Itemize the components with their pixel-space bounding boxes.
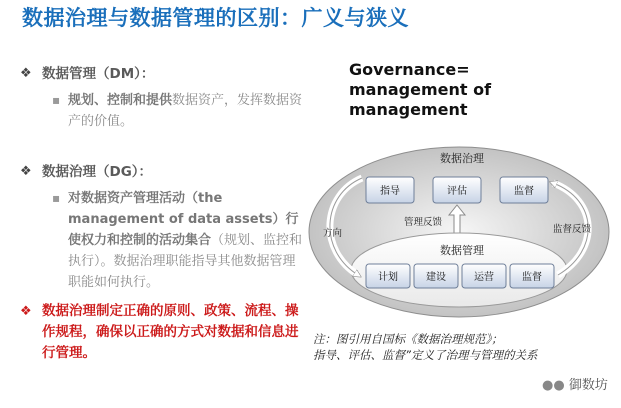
governance-heading-text: Governance= management of management — [349, 60, 492, 119]
watermark-text: 御数坊 — [568, 378, 608, 393]
wechat-icon: ●● — [542, 378, 565, 393]
note-line-2: 指导、评估、监督”定义了治理与管理的关系 — [313, 348, 538, 362]
bottom-box-plan-label: 计划 — [378, 272, 398, 283]
watermark — [542, 374, 608, 393]
bottom-box-build-label: 建设 — [426, 272, 446, 283]
top-box-guide-label: 指导 — [380, 186, 400, 197]
dm-description-rest: 数据资产，发挥数据资产的价值。 — [68, 93, 303, 129]
bottom-box-operate-label: 运营 — [474, 272, 494, 283]
right-arrow-label: 监督反馈 — [553, 224, 592, 235]
inner-label: 数据管理 — [440, 244, 484, 257]
diagram-note — [313, 331, 537, 363]
note-line-1: 注：图引用自国标《数据治理规范》； — [313, 332, 503, 346]
dg-heading: ❖ 数据治理（DG）： — [18, 162, 308, 182]
outer-label: 数据治理 — [440, 152, 484, 165]
dg-description-rest: （规划、监控和执行）。数据治理职能指导其他数据管理职能如何执行。 — [68, 233, 303, 290]
dm-heading: ❖ 数据管理（DM）： — [18, 64, 308, 84]
center-arrow-label: 管理反馈 — [404, 217, 443, 228]
dm-description-bold: 规划、控制和提供 — [68, 93, 173, 108]
bottom-box-monitor-label: 监督 — [522, 272, 542, 283]
dg-principles-text: ❖ 数据治理制定正确的原则、政策、流程、操作规程，确保以正确的方式对数据和信息进行管理。 — [18, 301, 308, 364]
dg-description-bold: 对数据资产管理活动（the management of data assets）行使权力和控制的活动集合 — [68, 191, 299, 248]
top-box-monitor-label: 监督 — [514, 186, 534, 197]
left-arrow-label: 方向 — [323, 228, 343, 239]
top-box-evaluate-label: 评估 — [447, 186, 467, 197]
page-title: 数据治理与数据管理的区别：广义与狭义 — [22, 6, 409, 30]
